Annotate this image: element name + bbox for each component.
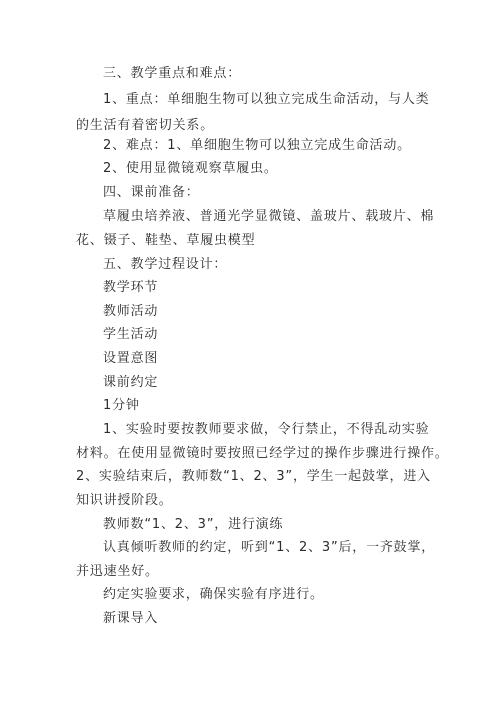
paragraph-line: 草履虫培养液、普通光学显微镜、盖玻片、载玻片、棉 [103,209,435,224]
paragraph-line: 认真倾听教师的约定，听到“1、2、3”后，一齐鼓掌， [103,540,436,555]
paragraph-line: 知识讲授阶段。 [76,493,173,508]
paragraph-line: 2、难点：1、单细胞生物可以独立完成生命活动。 [103,138,411,153]
paragraph-line: 的生活有着密切关系。 [76,118,215,133]
paragraph-line: 花、镊子、鞋垫、草履虫模型 [76,233,256,248]
table-cell-text: 学生活动 [103,327,159,342]
paragraph-line: 并迅速坐好。 [76,564,159,579]
paragraph-line: 约定实验要求，确保实验有序进行。 [103,587,324,602]
section-heading-key-points: 三、教学重点和难点： [103,66,242,81]
paragraph-line: 2、实验结束后，教师数“1、2、3”，学生一起鼓掌，进入 [76,469,431,484]
section-heading-process: 五、教学过程设计： [103,257,228,272]
paragraph-line: 1、重点：单细胞生物可以独立完成生命活动，与人类 [103,92,430,107]
table-cell-text: 教师活动 [103,304,159,319]
paragraph-line: 教师数“1、2、3”，进行演练 [103,517,284,532]
paragraph-line: 2、使用显微镜观察草履虫。 [103,161,278,176]
paragraph-line: 新课导入 [103,611,159,626]
table-cell-text: 课前约定 [103,375,159,390]
paragraph-line: 1、实验时要按教师要求做，令行禁止，不得乱动实验 [103,422,430,437]
paragraph-line: 材料。在使用显微镜时要按照已经学过的操作步骤进行操作。 [76,446,449,461]
table-cell-text: 教学环节 [103,280,159,295]
table-cell-text: 设置意图 [103,351,159,366]
section-heading-preparation: 四、课前准备： [103,185,200,200]
table-cell-text: 1分钟 [103,398,140,413]
